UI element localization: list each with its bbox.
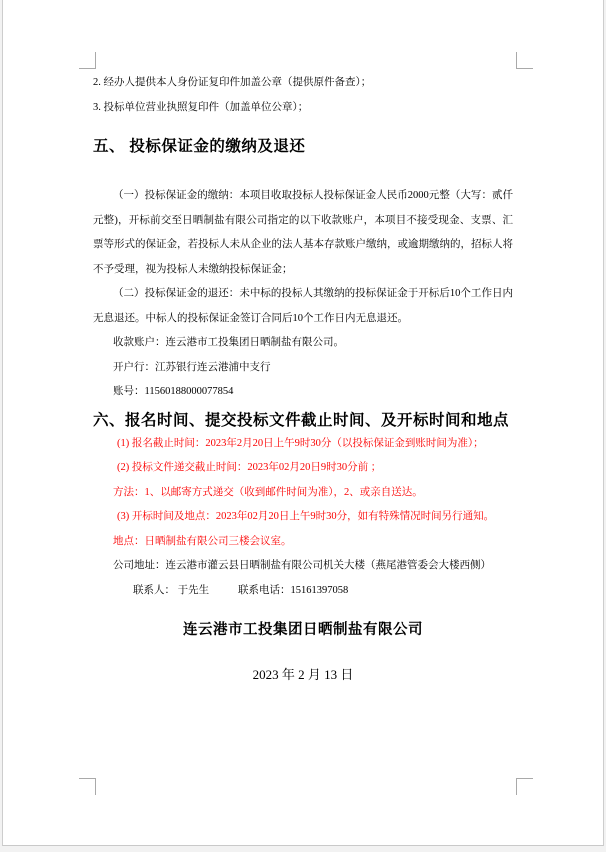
company-address: 公司地址：连云港市灌云县日晒制盐有限公司机关大楼（燕尾港管委会大楼西侧）	[113, 560, 491, 571]
signature-company-name: 连云港市工投集团日晒制盐有限公司	[183, 622, 423, 638]
registration-deadline: (1) 报名截止时间：2023年2月20日上午9时30分（以投标保证金到账时间为准）；	[117, 437, 484, 449]
submission-deadline: (2) 投标文件递交截止时间：2023年02月20日9时30分前 ；	[117, 462, 382, 473]
crop-mark-top-left	[79, 52, 96, 69]
payee-bank: 开户行：江苏银行连云港浦中支行	[113, 361, 271, 373]
prelim-item-3: 3. 投标单位营业执照复印件（加盖单位公章）；	[93, 101, 309, 113]
payee-account-number: 账号：11560188000077854	[113, 386, 234, 397]
section5-paragraph-payment: （一）投标保证金的缴纳：本项目收取投标人投标保证金人民币2000元整（大写：贰仟元整)，开标前交至日晒制盐有限公司指定的以下收款账户，本项目不接受现金、支票、汇票等形式的保证金，若投标人未从企业的法人基本存款账户缴纳，或逾期缴纳的，招标人将不予受理，视为投标人未缴纳投标保证金；	[93, 190, 513, 275]
submission-method: 方法：1、以邮寄方式递交（收到邮件时间为准），2、或亲自送达。	[113, 486, 423, 498]
crop-mark-bottom-left	[79, 778, 96, 795]
bid-opening-time: (3) 开标时间及地点：2023年02月20日上午9时30分，如有特殊情况时间另行通知。	[117, 511, 495, 522]
contact-person: 联系人： 于先生	[133, 584, 210, 596]
section6-heading: 六、报名时间、提交投标文件截止时间、及开标时间和地点	[93, 411, 510, 429]
contact-phone: 联系电话：15161397058	[238, 584, 349, 596]
document-content	[93, 68, 513, 687]
contact-line	[93, 579, 513, 604]
crop-mark-top-right	[516, 52, 533, 69]
section5-heading: 五、 投标保证金的缴纳及退还	[93, 138, 306, 155]
signature-date: 2023 年 2 月 13 日	[252, 667, 354, 682]
prelim-item-2: 2. 经办人提供本人身份证复印件加盖公章（提供原件备查）；	[93, 77, 372, 88]
crop-mark-bottom-right	[516, 778, 533, 795]
section5-paragraph-refund: （二）投标保证金的退还：未中标的投标人其缴纳的投标保证金于开标后10个工作日内无息退还。中标人的投标保证金签订合同后10个工作日内无息退还。	[93, 288, 513, 324]
bid-opening-place: 地点：日晒制盐有限公司三楼会议室。	[113, 535, 292, 547]
payee-account-name: 收款账户：连云港市工投集团日晒制盐有限公司。	[113, 337, 344, 348]
